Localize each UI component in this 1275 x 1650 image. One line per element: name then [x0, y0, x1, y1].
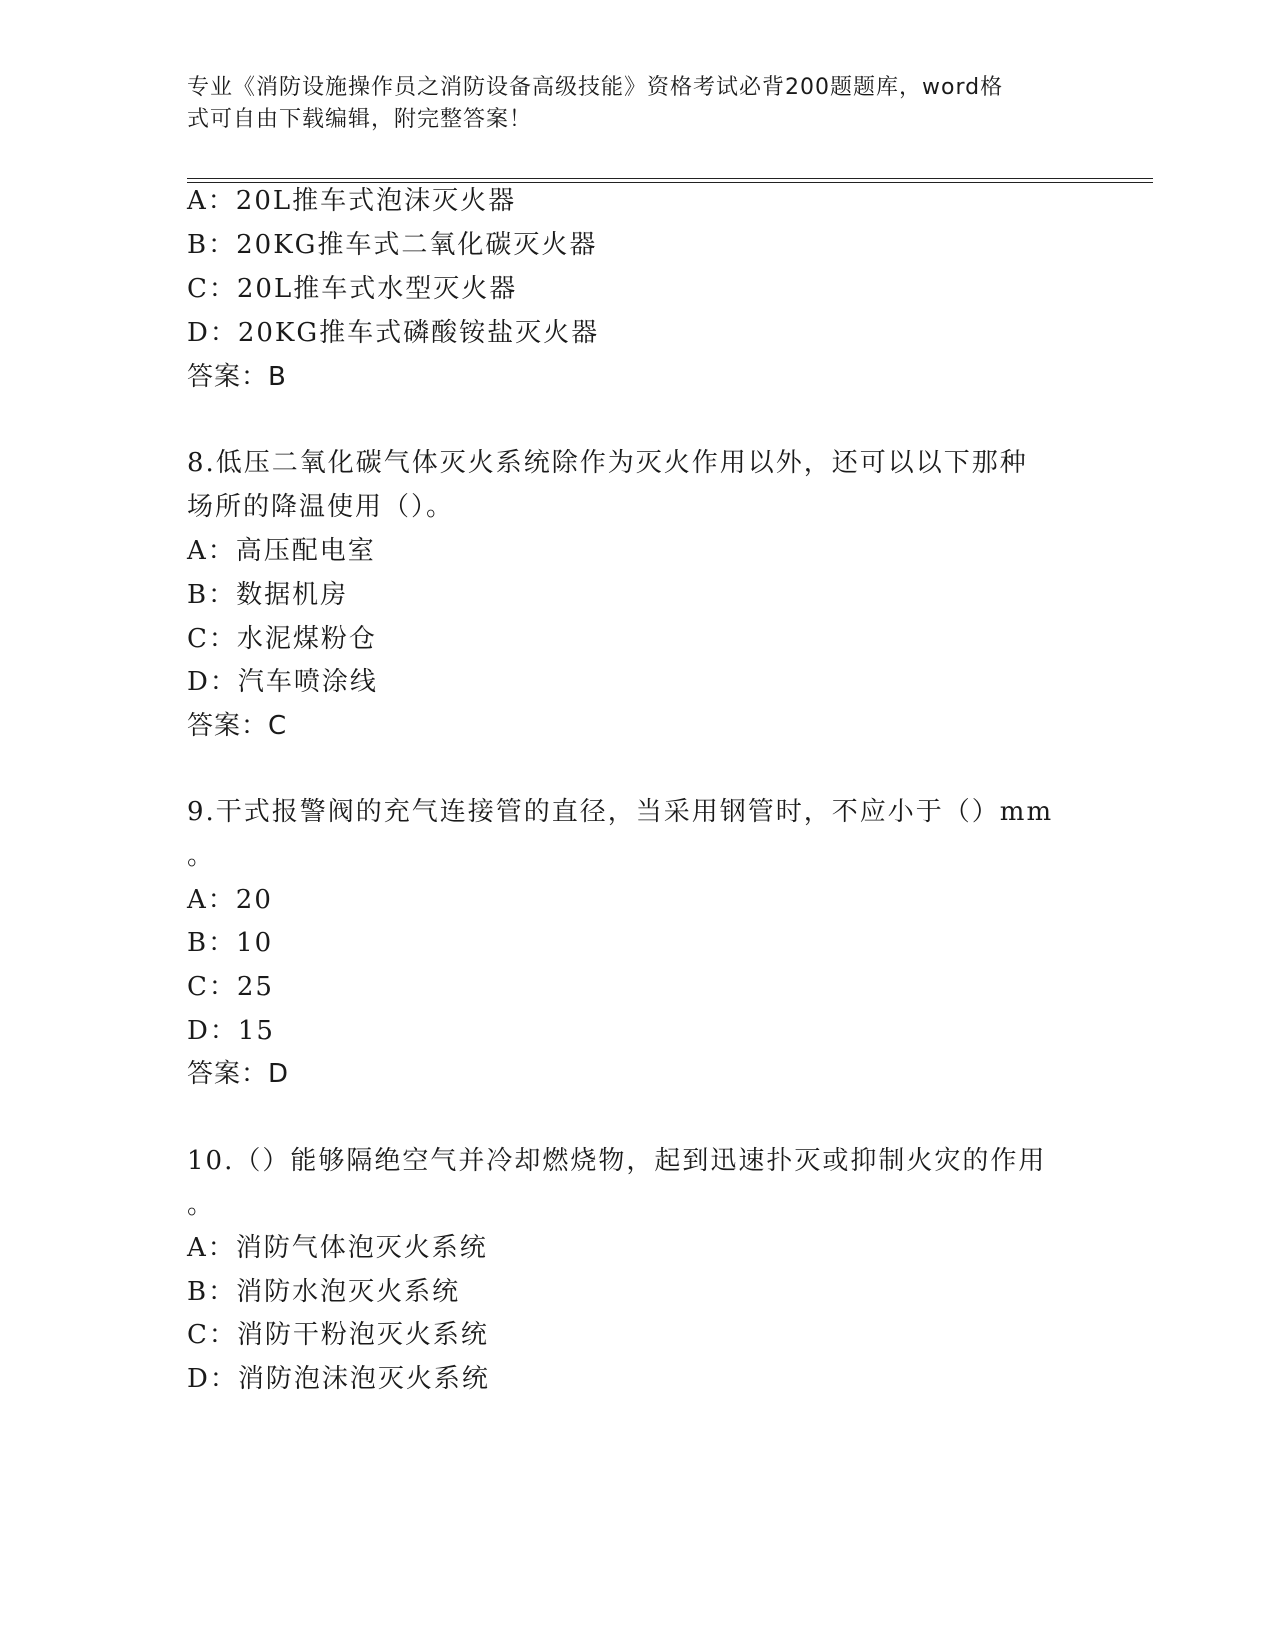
- q9-stem-line-1: 9.干式报警阀的充气连接管的直径，当采用钢管时，不应小于（）mm: [187, 797, 1054, 827]
- header-line-1: 专业《消防设施操作员之消防设备高级技能》资格考试必背200题题库，word格: [187, 75, 1004, 100]
- q10-option-b: B：消防水泡灭火系统: [187, 1277, 461, 1307]
- q8-stem-line-1: 8.低压二氧化碳气体灭火系统除作为灭火作用以外，还可以以下那种: [187, 448, 1028, 478]
- q9-stem-line-2: 。: [187, 841, 216, 871]
- q7-answer: 答案：B: [187, 362, 287, 392]
- q7-option-c: C：20L推车式水型灭火器: [187, 274, 518, 304]
- q9-option-b: B：10: [187, 928, 274, 958]
- q7-option-a: A：20L推车式泡沫灭火器: [187, 186, 517, 216]
- q8-answer: 答案：C: [187, 711, 288, 741]
- header-divider: [187, 178, 1153, 183]
- q9-answer: 答案：D: [187, 1059, 290, 1089]
- header-line-2: 式可自由下载编辑，附完整答案！: [187, 107, 533, 132]
- q8-option-d: D：汽车喷涂线: [187, 667, 378, 697]
- q10-option-a: A：消防气体泡灭火系统: [187, 1233, 488, 1263]
- q9-option-d: D：15: [187, 1016, 275, 1046]
- q8-option-b: B：数据机房: [187, 580, 349, 610]
- q8-option-c: C：水泥煤粉仓: [187, 624, 377, 654]
- q9-option-c: C：25: [187, 972, 274, 1002]
- q7-option-d: D：20KG推车式磷酸铵盐灭火器: [187, 318, 600, 348]
- document-header: [187, 72, 1067, 136]
- q10-option-d: D：消防泡沫泡灭火系统: [187, 1364, 490, 1394]
- q10-option-c: C：消防干粉泡灭火系统: [187, 1320, 489, 1350]
- q10-stem-line-2: 。: [187, 1190, 216, 1220]
- q9-option-a: A：20: [187, 885, 273, 915]
- q8-option-a: A：高压配电室: [187, 536, 376, 566]
- q7-option-b: B：20KG推车式二氧化碳灭火器: [187, 230, 598, 260]
- q10-stem-line-1: 10.（）能够隔绝空气并冷却燃烧物，起到迅速扑灭或抑制火灾的作用: [187, 1146, 1047, 1176]
- q8-stem-line-2: 场所的降温使用（）。: [187, 492, 455, 522]
